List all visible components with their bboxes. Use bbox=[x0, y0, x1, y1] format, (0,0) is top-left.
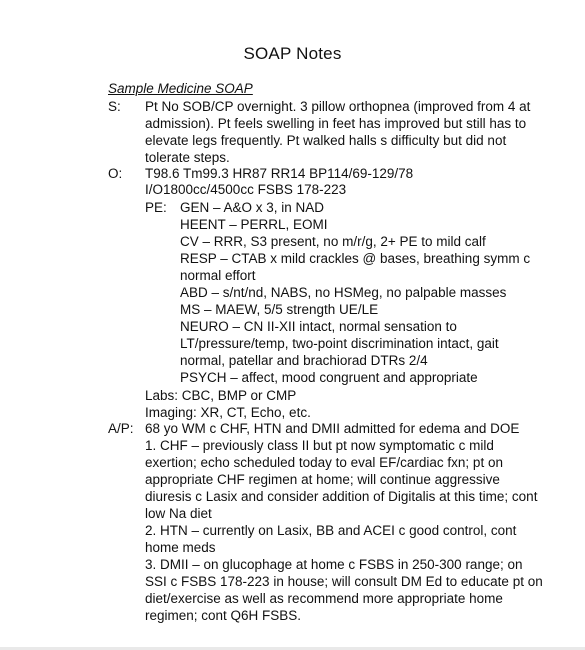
objective-vitals: T98.6 Tm99.3 HR87 RR14 BP114/69-129/78 bbox=[145, 166, 414, 181]
pe-label: PE: bbox=[145, 200, 167, 215]
subjective-line: Pt No SOB/CP overnight. 3 pillow orthopnea (improved from 4 at bbox=[145, 99, 531, 114]
ap-line: 68 yo WM c CHF, HTN and DMII admitted for edema and DOE bbox=[145, 421, 520, 436]
ap-line: 3. DMII – on glucophage at home c FSBS in 250-300 range; on bbox=[145, 557, 523, 572]
subjective-line: tolerate steps. bbox=[145, 150, 230, 165]
objective-io: I/O1800cc/4500cc FSBS 178-223 bbox=[145, 182, 347, 197]
objective-labs: Labs: CBC, BMP or CMP bbox=[145, 388, 297, 403]
ap-line: 2. HTN – currently on Lasix, BB and ACEI c good control, cont bbox=[145, 523, 517, 538]
pe-line: MS – MAEW, 5/5 strength UE/LE bbox=[180, 302, 379, 317]
ap-line: low Na diet bbox=[145, 506, 212, 521]
document-subtitle: Sample Medicine SOAP bbox=[108, 81, 253, 96]
pe-line: GEN – A&O x 3, in NAD bbox=[180, 200, 325, 215]
ap-line: home meds bbox=[145, 540, 216, 555]
ap-line: exertion; echo scheduled today to eval EF/cardiac fxn; pt on bbox=[145, 455, 503, 470]
pe-line: normal effort bbox=[180, 268, 256, 283]
pe-line: ABD – s/nt/nd, NABS, no HSMeg, no palpable masses bbox=[180, 285, 507, 300]
ap-line: regimen; cont Q6H FSBS. bbox=[145, 608, 302, 623]
pe-line: LT/pressure/temp, two-point discrimination intact, gait bbox=[180, 336, 499, 351]
ap-line: diet/exercise as well as recommend more appropriate home bbox=[145, 591, 503, 606]
pe-line: PSYCH – affect, mood congruent and appropriate bbox=[180, 370, 478, 385]
pe-line: normal, patellar and brachiorad DTRs 2/4 bbox=[180, 353, 428, 368]
subjective-line: admission). Pt feels swelling in feet has improved but still has to bbox=[145, 116, 527, 131]
ap-line: appropriate CHF regimen at home; will continue aggressive bbox=[145, 472, 500, 487]
document-title: SOAP Notes bbox=[243, 44, 342, 63]
subjective-line: elevate legs frequently. Pt walked halls s difficulty but did not bbox=[145, 133, 507, 148]
objective-imaging: Imaging: XR, CT, Echo, etc. bbox=[145, 405, 311, 420]
pe-line: HEENT – PERRL, EOMI bbox=[180, 217, 328, 232]
ap-line: diuresis c Lasix and consider addition of Digitalis at this time; cont bbox=[145, 489, 538, 504]
pe-line: NEURO – CN II-XII intact, normal sensation to bbox=[180, 319, 457, 334]
subjective-label: S: bbox=[108, 99, 121, 114]
pe-line: RESP – CTAB x mild crackles @ bases, breathing symm c bbox=[180, 251, 531, 266]
pe-line: CV – RRR, S3 present, no m/r/g, 2+ PE to mild calf bbox=[180, 234, 486, 249]
objective-label: O: bbox=[108, 166, 123, 181]
assessment-plan-label: A/P: bbox=[108, 421, 134, 436]
ap-line: 1. CHF – previously class II but pt now symptomatic c mild bbox=[145, 438, 494, 453]
ap-line: SSI c FSBS 178-223 in house; will consult DM Ed to educate pt on bbox=[145, 574, 543, 589]
